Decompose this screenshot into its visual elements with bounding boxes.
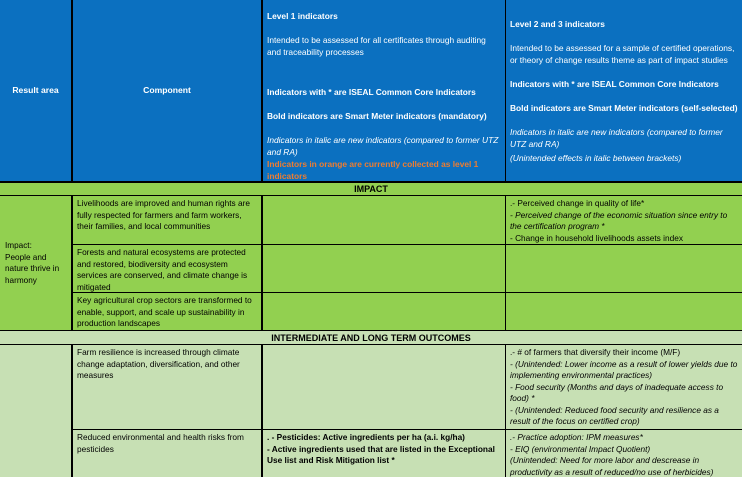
level23-description: Intended to be assessed for a sample of certified operations, or theory of change results theme as part of impact studies xyxy=(510,43,735,65)
level1-bold-note: Bold indicators are Smart Meter indicators (mandatory) xyxy=(267,111,487,121)
outcomes-row1-component-text: Farm resilience is increased through climate change adaptation, diversification, and other measures xyxy=(77,347,240,380)
impact-row3-component-text: Key agricultural crop sectors are transformed to enable, support, and scale up sustainability in production landscapes xyxy=(77,295,252,328)
impact-result-area-line2: People and nature thrive in harmony xyxy=(5,252,60,285)
outcomes-row2-component-cell xyxy=(73,430,263,477)
outcomes-row1-indicator-2: - (Unintended: Lower income as a result of lower yields due to implementing environmental practices) xyxy=(510,358,738,380)
outcomes-row1-indicator-1: .- # of farmers that diversify their income (M/F) xyxy=(510,347,681,357)
level23-title: Level 2 and 3 indicators xyxy=(510,19,605,29)
impact-section-band xyxy=(0,183,742,196)
level23-italic-note: Indicators in italic are new indicators (compared to former UTZ and RA) xyxy=(510,127,723,149)
outcomes-result-area-cell xyxy=(0,345,73,477)
outcomes-row1-level23-cell xyxy=(506,345,742,430)
impact-row1-indicator-3: - Change in household livelihoods assets index xyxy=(510,232,683,243)
outcomes-row2-level1-indicator-2: - Active ingredients used that are listed in the Exceptional Use list and Risk Mitigation list * xyxy=(267,443,495,465)
header-component-label: Component xyxy=(143,84,191,95)
level23-bold-note: Bold indicators are Smart Meter indicators (self-selected) xyxy=(510,103,738,113)
impact-row3-level1-cell xyxy=(263,293,506,331)
outcomes-section-band xyxy=(0,331,742,345)
outcomes-row2-indicator-2: - EIQ (environmental Impact Quotient) xyxy=(510,443,651,454)
level23-common-core-note: Indicators with * are ISEAL Common Core Indicators xyxy=(510,79,719,89)
header-cell-component xyxy=(73,0,263,183)
impact-row1-level23-cell xyxy=(506,196,742,245)
impact-row1-indicator-1: .- Perceived change in quality of life* xyxy=(510,198,645,208)
outcomes-row1-indicator-3: - Food security (Months and days of inadequate access to food) * xyxy=(510,381,724,403)
impact-row2-component-text: Forests and natural ecosystems are protected and restored, biodiversity and ecosystem services are conserved, and climate change is mitigated xyxy=(77,247,248,292)
outcomes-row2-level1-cell xyxy=(263,430,506,477)
outcomes-row2-indicator-3: (Unintended: Need for more labor and descrease in productivity as a result of reduced/no use of herbicides) xyxy=(510,455,714,477)
level1-description: Intended to be assessed for all certificates through auditing and traceability processes xyxy=(267,35,486,57)
impact-row3-component-cell xyxy=(73,293,263,331)
outcomes-row2-component-text: Reduced environmental and health risks from pesticides xyxy=(77,432,244,454)
impact-band-label: IMPACT xyxy=(354,184,388,194)
level23-unintended-note: (Unintended effects in italic between brackets) xyxy=(510,153,682,163)
level1-common-core-note: Indicators with * are ISEAL Common Core Indicators xyxy=(267,87,476,97)
impact-row2-component-cell xyxy=(73,245,263,293)
impact-row2-level1-cell xyxy=(263,245,506,293)
header-cell-level23 xyxy=(506,0,742,183)
impact-row1-indicator-2: - Perceived change of the economic situation since entry to the certification program * xyxy=(510,209,728,231)
outcomes-row2-level23-cell xyxy=(506,430,742,477)
impact-row3-level23-cell xyxy=(506,293,742,331)
impact-row2-level23-cell xyxy=(506,245,742,293)
level1-orange-note: Indicators in orange are currently collected as level 1 indicators xyxy=(267,159,479,181)
impact-row1-component-cell xyxy=(73,196,263,245)
level1-italic-note: Indicators in italic are new indicators (compared to former UTZ and RA) xyxy=(267,135,499,157)
outcomes-band-label: INTERMEDIATE AND LONG TERM OUTCOMES xyxy=(271,332,471,343)
impact-result-area-cell xyxy=(0,196,73,331)
outcomes-row1-indicator-4: - (Unintended: Reduced food security and resilience as a result of the focus on certified crop) xyxy=(510,404,719,426)
header-cell-level1 xyxy=(263,0,506,183)
outcomes-row2-level1-indicator-1: . - Pesticides: Active ingredients per ha (a.i. kg/ha) xyxy=(267,432,465,442)
outcomes-row1-level1-cell xyxy=(263,345,506,430)
outcomes-row2-indicator-1: .- Practice adoption: IPM measures* xyxy=(510,432,643,442)
header-cell-result-area xyxy=(0,0,73,183)
header-result-area-label: Result area xyxy=(12,84,59,95)
impact-result-area-line1: Impact: xyxy=(5,241,32,250)
outcomes-row1-component-cell xyxy=(73,345,263,430)
impact-row1-level1-cell xyxy=(263,196,506,245)
level1-title: Level 1 indicators xyxy=(267,11,338,21)
impact-row1-component-text: Livelihoods are improved and human rights are fully respected for farmers and farm workers, their families, and local communities xyxy=(77,198,250,231)
